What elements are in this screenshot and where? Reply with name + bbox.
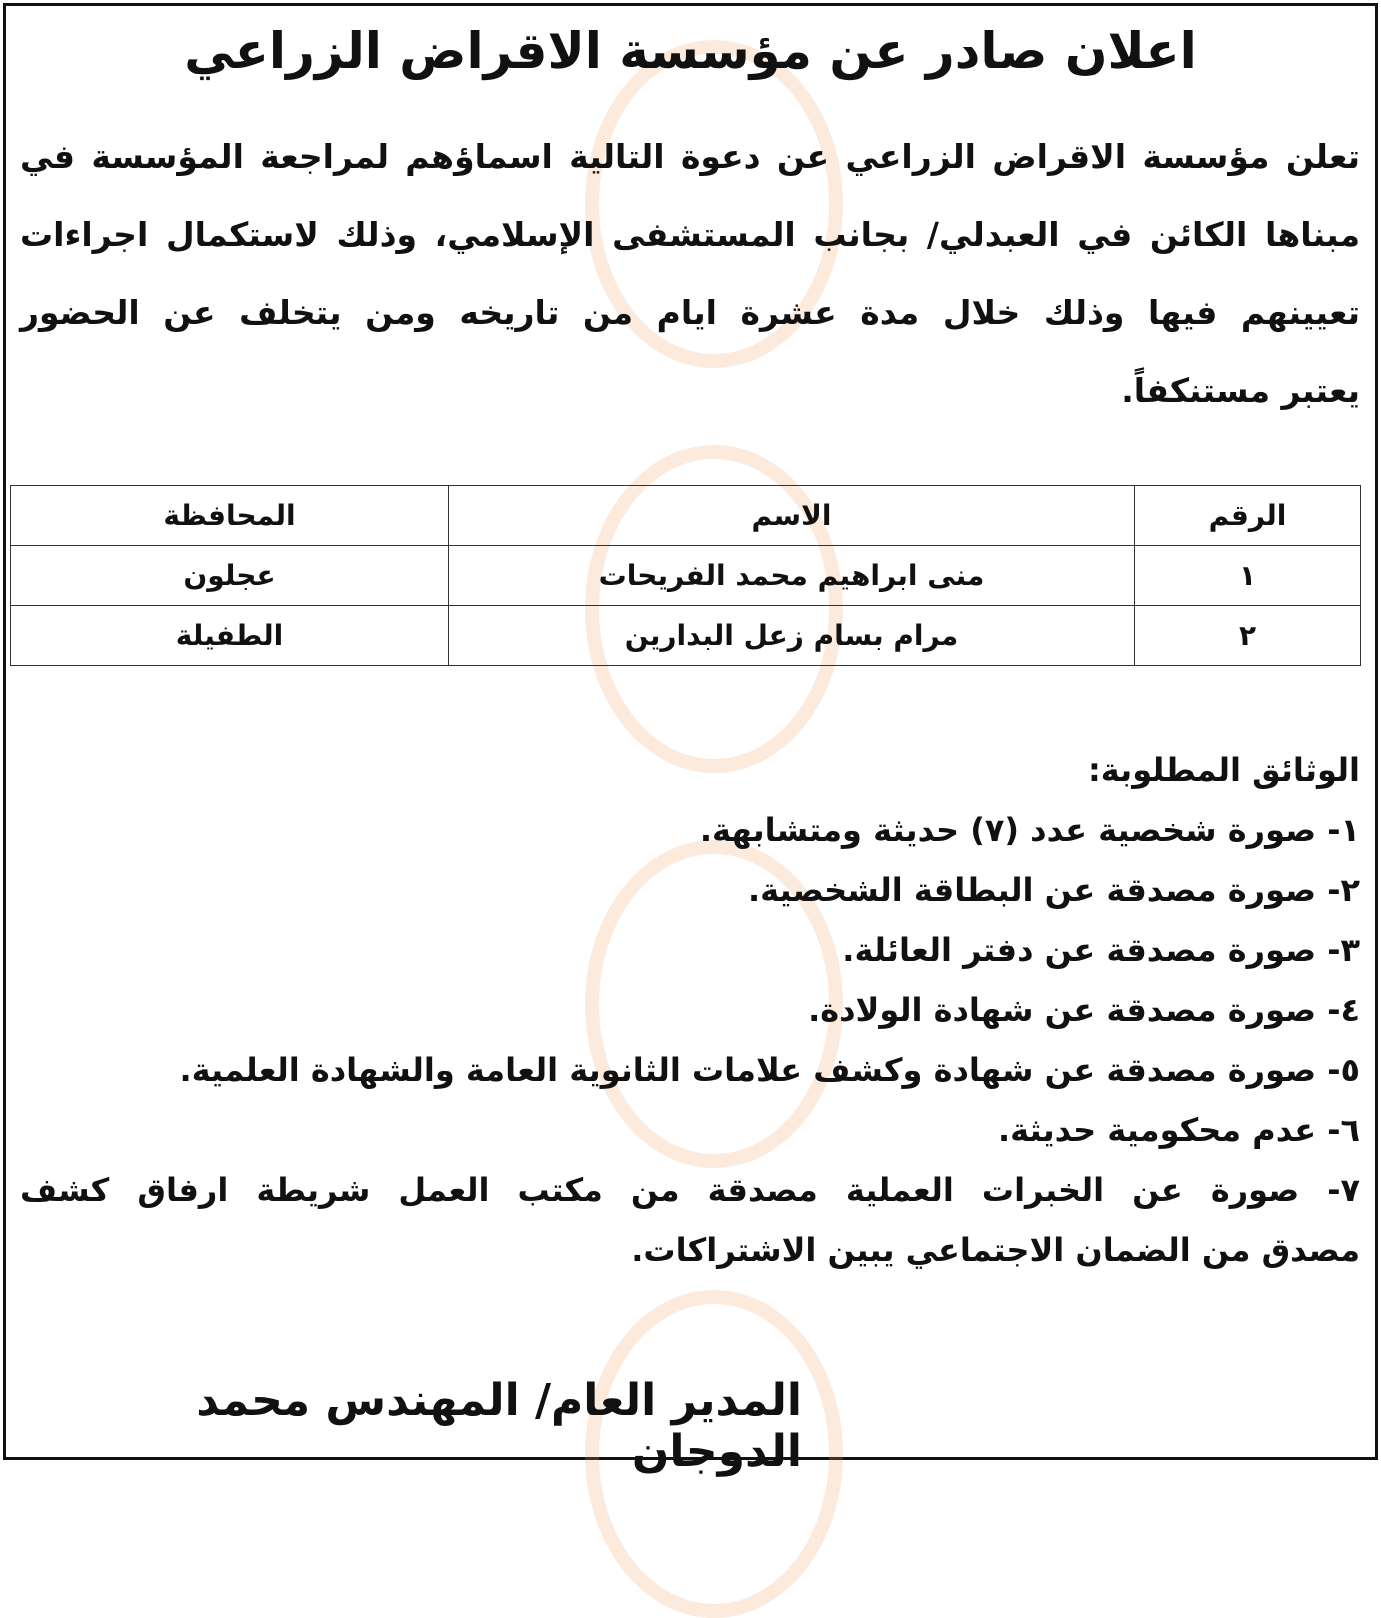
table-header-row — [11, 486, 1361, 546]
header-name: الاسم — [449, 486, 1135, 546]
document-item: ٦- عدم محكومية حديثة. — [997, 1111, 1360, 1149]
document-item: ٧- صورة عن الخبرات العملية مصدقة من مكتب العمل شريطة ارفاق كشف — [20, 1171, 1360, 1209]
document-item: ٤- صورة مصدقة عن شهادة الولادة. — [808, 991, 1360, 1029]
signature: المدير العام/ المهندس محمد الدوجان — [196, 1375, 802, 1477]
body-line: تعلن مؤسسة الاقراض الزراعي عن دعوة التالية اسماؤهم لمراجعة المؤسسة في — [20, 137, 1360, 176]
table-row — [11, 546, 1361, 606]
cell-name: منى ابراهيم محمد الفريحات — [449, 546, 1135, 606]
body-line: تعيينهم فيها وذلك خلال مدة عشرة ايام من تاريخه ومن يتخلف عن الحضور — [20, 293, 1360, 332]
cell-governorate: عجلون — [11, 546, 449, 606]
document-item: ٣- صورة مصدقة عن دفتر العائلة. — [842, 931, 1360, 969]
header-number: الرقم — [1135, 486, 1361, 546]
document-item: مصدق من الضمان الاجتماعي يبين الاشتراكات. — [631, 1231, 1360, 1269]
cell-number: ١ — [1135, 546, 1361, 606]
document-item: ١- صورة شخصية عدد (٧) حديثة ومتشابهة. — [699, 811, 1360, 849]
header-governorate: المحافظة — [11, 486, 449, 546]
body-line: مبناها الكائن في العبدلي/ بجانب المستشفى الإسلامي، وذلك لاستكمال اجراءات — [20, 215, 1360, 254]
candidates-table — [10, 485, 1361, 666]
cell-name: مرام بسام زعل البدارين — [449, 606, 1135, 666]
documents-heading: الوثائق المطلوبة: — [1087, 751, 1360, 789]
cell-number: ٢ — [1135, 606, 1361, 666]
document-item: ٢- صورة مصدقة عن البطاقة الشخصية. — [747, 871, 1360, 909]
announcement-title: اعلان صادر عن مؤسسة الاقراض الزراعي — [184, 22, 1197, 80]
table-row — [11, 606, 1361, 666]
document-item: ٥- صورة مصدقة عن شهادة وكشف علامات الثانوية العامة والشهادة العلمية. — [179, 1051, 1360, 1089]
announcement-body — [20, 118, 1360, 430]
cell-governorate: الطفيلة — [11, 606, 449, 666]
required-documents — [20, 740, 1360, 1280]
body-line: يعتبر مستنكفاً. — [1121, 371, 1360, 410]
